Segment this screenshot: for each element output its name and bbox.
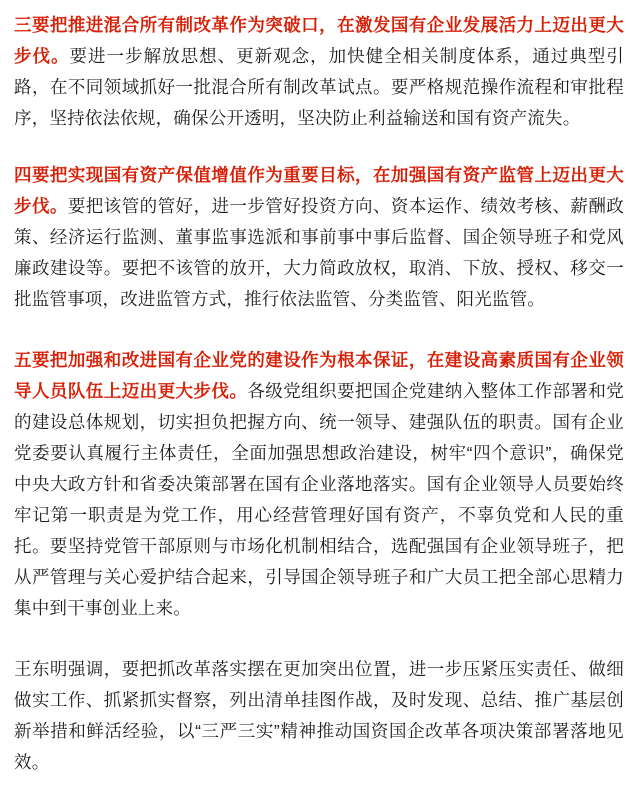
paragraph [14, 10, 624, 134]
highlighted-heading-text: 三要把推进混合所有制改革作为突破口，在激发国有企业发展活力上迈出更大步伐。 [14, 15, 624, 66]
body-text: 王东明强调，要把抓改革落实摆在更加突出位置，进一步压紧压实责任、做细做实工作、抓紧抓实督察，列出清单挂图作战，及时发现、总结、推广基层创新举措和鲜活经验，以“三严三实”精神推动国资国企改革各项决策部署落地见效。 [14, 659, 624, 772]
paragraph [14, 160, 624, 315]
body-text: 各级党组织要把国企党建纳入整体工作部署和党的建设总体规划，切实担负把握方向、统一领导、建强队伍的职责。国有企业党委要认真履行主体责任，全面加强思想政治建设，树牢“四个意识”，确保党中央大政方针和省委决策部署在国有企业落地落实。国有企业领导人员要始终牢记第一职责是为党工作，用心经营管理好国有资产，不辜负党和人民的重托。要坚持党管干部原则与市场化机制相结合，选配强国有企业领导班子，把从严管理与关心爱护结合起来，引导国企领导班子和广大员工把全部心思精力集中到干事创业上来。 [14, 381, 624, 618]
highlighted-heading-text: 四要把实现国有资产保值增值作为重要目标，在加强国有资产监管上迈出更大步伐。 [14, 165, 624, 216]
paragraph [14, 654, 624, 778]
paragraph [14, 345, 624, 624]
body-text: 要进一步解放思想、更新观念，加快健全相关制度体系，通过典型引路，在不同领域抓好一批混合所有制改革试点。要严格规范操作流程和审批程序，坚持依法依规，确保公开透明，坚决防止利益输送和国有资产流失。 [14, 46, 624, 128]
document-body [14, 10, 624, 778]
highlighted-heading-text: 五要把加强和改进国有企业党的建设作为根本保证，在建设高素质国有企业领导人员队伍上迈出更大步伐。 [14, 350, 624, 401]
body-text: 要把该管的管好，进一步管好投资方向、资本运作、绩效考核、薪酬政策、经济运行监测、董事监事选派和事前事中事后监督、国企领导班子和党风廉政建设等。要把不该管的放开，大力简政放权，取消、下放、授权、移交一批监管事项，改进监管方式，推行依法监管、分类监管、阳光监管。 [14, 196, 625, 309]
